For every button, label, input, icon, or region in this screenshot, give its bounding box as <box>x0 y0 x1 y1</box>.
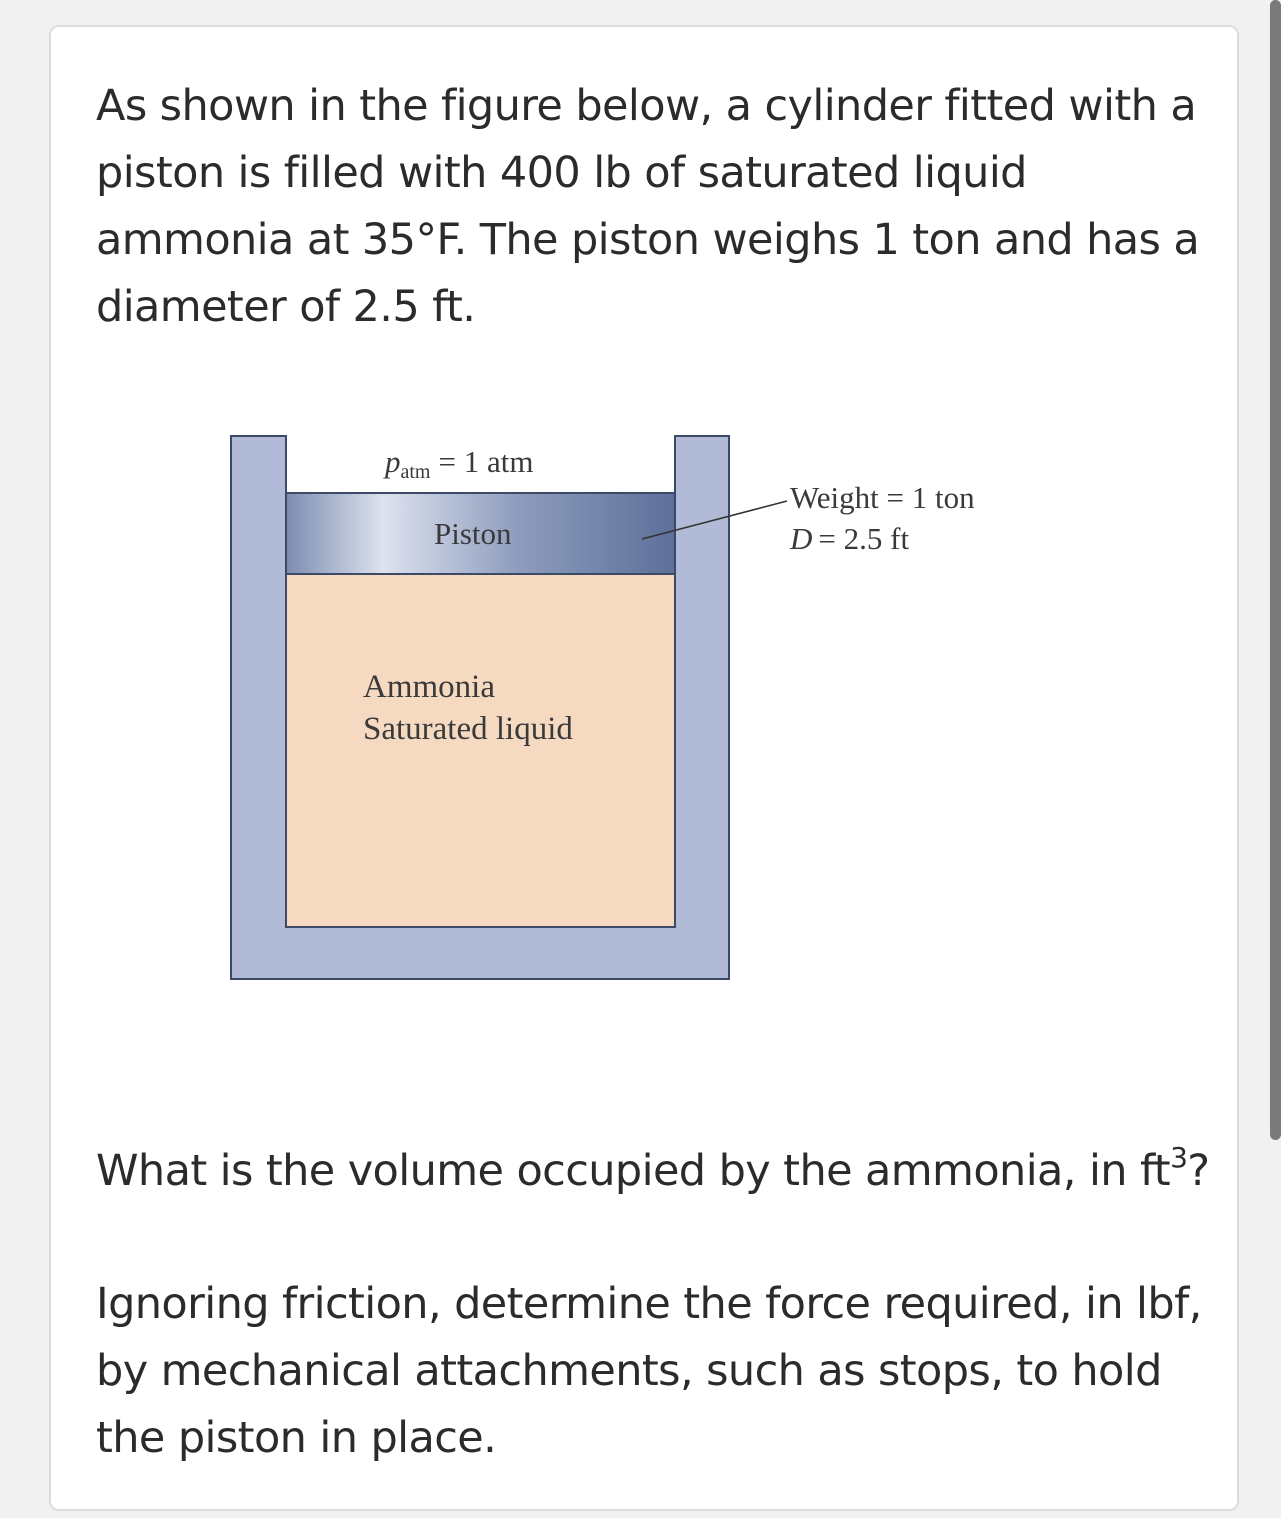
question-1 <box>96 1138 1216 1205</box>
scrollbar[interactable] <box>1270 0 1281 1140</box>
fluid-label-name: Ammonia <box>363 669 495 705</box>
piston-cylinder-figure <box>192 397 1102 1007</box>
question-1-superscript: 3 <box>1170 1141 1188 1174</box>
weight-label: Weight = 1 ton <box>790 480 975 515</box>
question-1-suffix: ? <box>1187 1146 1210 1196</box>
question-2: Ignoring friction, determine the force required, in lbf, by mechanical attachments, such as stops, to hold the piston in place. <box>96 1279 1202 1463</box>
ammonia-fluid <box>286 574 675 927</box>
patm-label: patm = 1 atm <box>385 444 534 483</box>
diameter-label: D = 2.5 ft <box>790 521 910 556</box>
intro-text: As shown in the figure below, a cylinder fitted with a piston is filled with 400 lb of saturated liquid ammonia at 35°F. The piston weighs 1 ton and has a diameter of 2.5 ft. <box>96 81 1200 332</box>
question-1-text: What is the volume occupied by the ammonia, in ft <box>96 1146 1171 1196</box>
fluid-label-state: Saturated liquid <box>363 711 573 747</box>
piston-label: Piston <box>434 516 512 551</box>
